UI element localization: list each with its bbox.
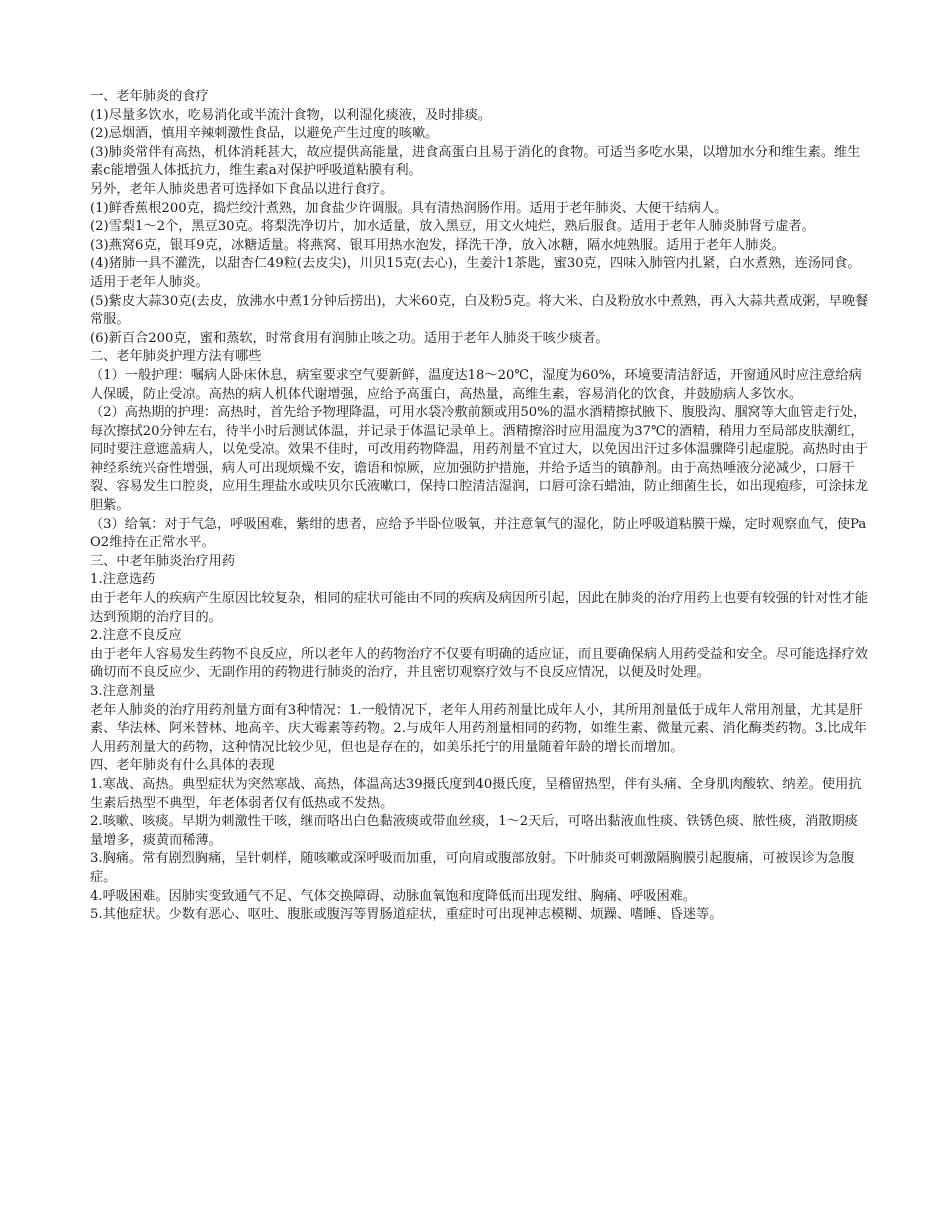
paragraph: 4.呼吸困难。因肺实变致通气不足、气体交换障碍、动脉血氧饱和度降低而出现发绀、胸痛、呼吸困难。 bbox=[90, 888, 697, 904]
subheading: 1.注意选药 bbox=[90, 572, 156, 588]
paragraph: (2)忌烟酒，慎用辛辣刺激性食品，以避免产生过度的咳嗽。 bbox=[90, 126, 439, 142]
section-heading: 一、老年肺炎的食疗 bbox=[90, 89, 209, 104]
paragraph: (4)猪肺一具不灌洗，以甜杏仁49粒(去皮尖)，川贝15克(去心)，生姜汁1茶匙，蜜30克，四味入肺管内扎紧，白水煮熟，连汤同食。适用于老年人肺炎。 bbox=[90, 256, 861, 290]
paragraph: 由于老年人容易发生药物不良反应，所以老年人的药物治疗不仅要有明确的适应证，而且要确保病人用药受益和安全。尽可能选择疗效确切而不良反应少、无副作用的药物进行肺炎的治疗，并且密切观察疗效与不良反应情况，以便及时处理。 bbox=[90, 646, 869, 681]
paragraph: 由于老年人的疾病产生原因比较复杂，相同的症状可能由不同的疾病及病因所引起，因此在肺炎的治疗用药上也要有较强的针对性才能达到预期的治疗目的。 bbox=[90, 591, 869, 625]
paragraph: (5)紫皮大蒜30克(去皮，放沸水中煮1分钟后捞出)，大米60克，白及粉5克。将大米、白及粉放水中煮熟，再入大蒜共煮成粥，早晚餐常服。 bbox=[90, 293, 869, 328]
paragraph: 老年人肺炎的治疗用药剂量方面有3种情况：1.一般情况下，老年人用药剂量比成年人小，其所用剂量低于成年人常用剂量，尤其是肝素、华法林、阿米替林、地高辛、庆大霉素等药物。2.与成年人用药剂量相同的药物，如维生素、微量元素、消化酶类药物。3.比成年人用药剂量大的药物，这种情况比较少见，但也是存在的，如美乐托宁的用量随着年龄的增长而增加。 bbox=[90, 702, 867, 755]
section-heading: 四、老年肺炎有什么具体的表现 bbox=[90, 758, 275, 774]
paragraph: 3.胸痛。常有剧烈胸痛，呈针刺样，随咳嗽或深呼吸而加重，可向肩或腹部放射。下叶肺炎可刺激隔胸膜引起腹痛，可被误诊为急腹症。 bbox=[90, 851, 855, 885]
paragraph: (1)鲜香蕉根200克，捣烂绞汁煮熟，加食盐少许调服。具有清热润肠作用。适用于老年肺炎、大便干结病人。 bbox=[90, 200, 728, 216]
paragraph: （3）给氧：对于气急，呼吸困难，紫绀的患者，应给予半卧位吸氧，并注意氧气的湿化，防止呼吸道粘膜干燥，定时观察血气，使PaO2维持在正常水平。 bbox=[90, 516, 867, 551]
paragraph: (1)尽量多饮水，吃易消化或半流汁食物，以利湿化痰液，及时排痰。 bbox=[90, 107, 492, 123]
paragraph: (3)燕窝6克，银耳9克，冰糖适量。将燕窝、银耳用热水泡发，择洗干净，放入冰糖，隔水炖熟服。适用于老年人肺炎。 bbox=[90, 237, 785, 253]
paragraph: 2.咳嗽、咳痰。早期为刺激性干咳，继而咯出白色黏液痰或带血丝痰，1～2天后，可咯出黏液血性痰、铁锈色痰、脓性痰，消散期痰量增多，痰黄而稀薄。 bbox=[90, 814, 858, 848]
paragraph: (2)雪梨1～2个，黑豆30克。将梨洗净切片，加水适量，放入黑豆，用文火炖烂，熟后服食。适用于老年人肺炎肺肾亏虚者。 bbox=[90, 219, 815, 235]
subheading: 2.注意不良反应 bbox=[90, 628, 182, 644]
paragraph: 5.其他症状。少数有恶心、呕吐、腹胀或腹泻等胃肠道症状，重症时可出现神志模糊、烦躁、嗜睡、昏迷等。 bbox=[90, 907, 723, 923]
paragraph: (6)新百合200克，蜜和蒸软，时常食用有润肺止咳之功。适用于老年人肺炎干咳少痰者。 bbox=[90, 330, 609, 346]
paragraph: 1.寒战、高热。典型症状为突然寒战、高热，体温高达39摄氏度到40摄氏度，呈稽留热型，伴有头痛、全身肌肉酸软、纳差。使用抗生素后热型不典型，年老体弱者仅有低热或不发热。 bbox=[90, 776, 862, 811]
subheading: 3.注意剂量 bbox=[90, 684, 156, 699]
paragraph: （1）一般护理：嘱病人卧床休息，病室要求空气要新鲜，温度达18～20℃，湿度为60%，环境要清洁舒适，开窗通风时应注意给病人保暖，防止受凉。高热的病人机体代谢增强，应给予高蛋白，高热量，高维生素，容易消化的饮食，并鼓励病人多饮水。 bbox=[90, 367, 862, 402]
paragraph: 另外，老年人肺炎患者可选择如下食品以进行食疗。 bbox=[90, 181, 394, 197]
section-heading: 三、中老年肺炎治疗用药 bbox=[90, 553, 236, 569]
paragraph: （2）高热期的护理：高热时，首先给予物理降温，可用水袋冷敷前额或用50%的温水酒精擦拭腋下、腹股沟、腘窝等大血管走行处，每次擦拭20分钟左右，待半小时后测试体温，并记录于体温记录单上。酒精擦浴时应用温度为37℃的酒精，稍用力至局部皮肤潮红，同时要注意遮盖病人，以免受凉。效果不佳时，可改用药物降温，用药剂量不宜过大，以免因出汗过多体温骤降引起虚脱。高热时由于神经系统兴奋性增强，病人可出现烦燥不安，谵语和惊厥，应加强防护措施，并给予适当的镇静剂。由于高热唾液分泌减少，口唇干裂、容易发生口腔炎，应用生理盐水或呋贝尔氏液嗽口，保持口腔清洁湿润，口唇可涂石蜡油，防止细菌生长，如出现疱疹，可涂抹龙胆紫。 bbox=[90, 405, 869, 514]
paragraph: (3)肺炎常伴有高热，机体消耗甚大，故应提供高能量，进食高蛋白且易于消化的食物。可适当多吃水果，以增加水分和维生素。维生素c能增强人体抵抗力，维生素a对保护呼吸道粘膜有利。 bbox=[90, 144, 861, 179]
section-heading: 二、老年肺炎护理方法有哪些 bbox=[90, 349, 262, 365]
